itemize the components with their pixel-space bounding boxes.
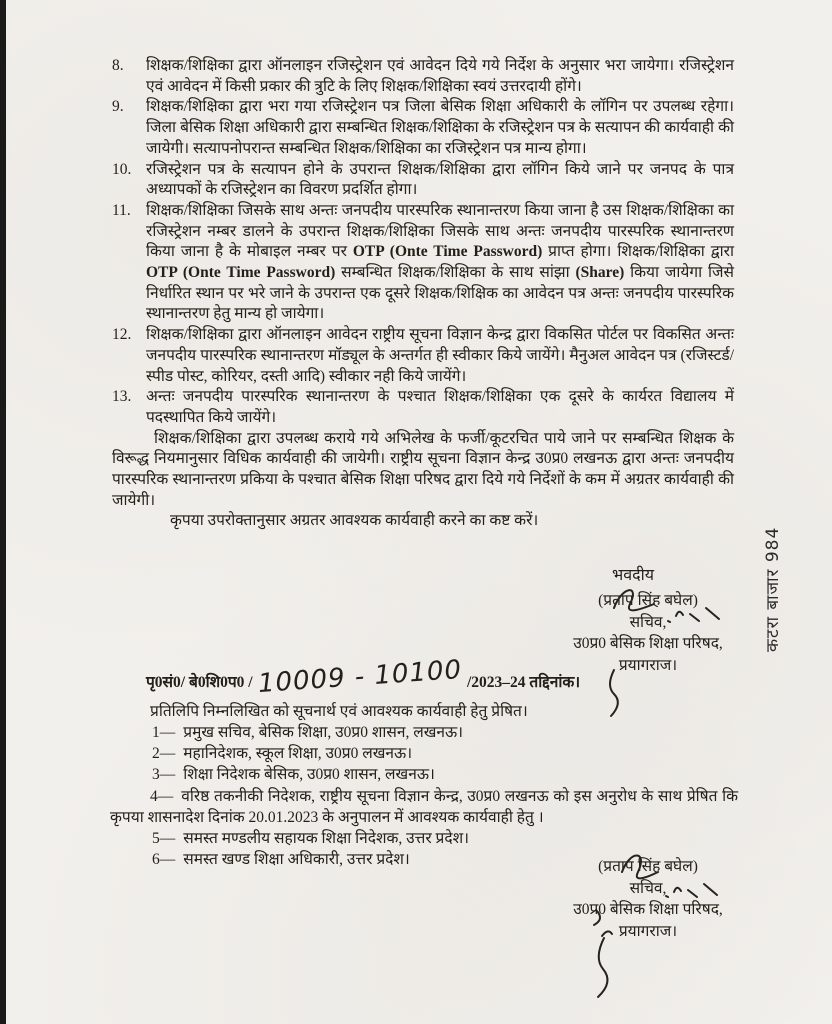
numbered-clause-9: [112, 97, 734, 159]
signatory-org: उ0प्र0 बेसिक शिक्षा परिषद,: [573, 635, 723, 652]
copy-item-5: [110, 828, 738, 849]
copy-item-4: [110, 786, 738, 828]
signatory-name: (प्रताप सिंह बघेल): [598, 858, 698, 875]
copy-item-number: 2—: [152, 745, 176, 763]
copy-item-2: [110, 743, 738, 764]
copy-item-text: समस्त मण्डलीय सहायक शिक्षा निदेशक, उत्तर प्रदेश।: [183, 830, 470, 848]
copy-item-text: समस्त खण्ड शिक्षा अधिकारी, उत्तर प्रदेश।: [183, 851, 410, 869]
numbered-clause-8: [112, 56, 734, 97]
letter-body: [112, 56, 734, 532]
clause-text: शिक्षक/शिक्षिका द्वारा भरा गया रजिस्ट्रेशन पत्र जिला बेसिक शिक्षा अधिकारी के लॉगिन पर उपलब्ध रहेगा। जिला बेसिक शिक्षा अधिकारी द्वारा सम्बन्धित शिक्षक/शिक्षिका के रजिस्ट्रेशन पत्र के सत्यापन की कार्यवाही की जायेगी। सत्यापनोपरान्त सम्बन्धित शिक्षक/शिक्षिका का रजिस्ट्रेशन पत्र मान्य होगा।: [146, 98, 734, 157]
copy-item-text: वरिष्ठ तकनीकी निदेशक, राष्ट्रीय सूचना विज्ञान केन्द्र, उ0प्र0 लखनऊ को इस अनुरोध के साथ प्रेषित कि कृपया शासनादेश दिनांक 20.01.2023 के अनुपालन में आवश्यक कार्यवाही हेतु ।: [110, 787, 738, 826]
clause-number: 8.: [112, 57, 124, 74]
copy-item-number: 4—: [150, 787, 174, 805]
request-line: कृपया उपरोक्तानुसार अग्रतर आवश्यक कार्यवाही करने का कष्ट करें।: [170, 512, 539, 530]
copy-distribution-list: [110, 722, 738, 870]
clause-number: 9.: [112, 98, 124, 116]
copy-distribution-heading: प्रतिलिपि निम्नलिखित को सूचनार्थ एवं आवश्यक कार्यवाही हेतु प्रेषित।: [150, 703, 528, 720]
clause-text: शिक्षक/शिक्षिका द्वारा ऑनलाइन आवेदन राष्ट्रीय सूचना विज्ञान केन्द्र द्वारा विकसित पोर्टल पर विकसित अन्तः जनपदीय पारस्परिक स्थानान्तरण मॉड्यूल के अन्तर्गत ही स्वीकार किये जायेंगे। मैनुअल आवेदन पत्र (रजिस्टर्ड/स्पीड पोस्ट, कोरियर, दस्ती आदि) स्वीकार नही किये जायेंगे।: [146, 326, 734, 385]
copy-item-text: महानिदेशक, स्कूल शिक्षा, उ0प्र0 लखनऊ।: [183, 745, 413, 763]
signature-block-top: [544, 590, 752, 676]
copy-item-number: 3—: [152, 766, 176, 784]
clause-number: 11.: [112, 201, 131, 219]
valediction: भवदीय: [612, 567, 655, 584]
copy-item-3: [110, 764, 738, 785]
numbered-clause-10: [112, 160, 734, 201]
clause-text: शिक्षक/शिक्षिका द्वारा ऑनलाइन रजिस्ट्रेशन एवं आवेदन दिये गये निर्देश के अनुसार भरा जायेगा। रजिस्ट्रेशन एवं आवेदन में किसी प्रकार की त्रुटि के लिए शिक्षक/शिक्षिका स्वयं उत्तरदायी होंगे।: [146, 57, 734, 95]
closing-paragraph: शिक्षक/शिक्षिका द्वारा उपलब्ध कराये गये अभिलेख के फर्जी/कूटरचित पाये जाने पर सम्बन्धित शिक्षक के विरूद्ध नियमानुसार विधिक कार्यवाही की जायेगी। राष्ट्रीय सूचना विज्ञान केन्द्र उ0प्र0 लखनऊ द्वारा अन्तः जनपदीय पारस्परिक स्थानान्तरण प्रकिया के पश्चात बेसिक शिक्षा परिषद द्वारा दिये गये निर्देशों के कम में अग्रतर कार्यवाही की जायेगी।: [112, 429, 734, 509]
copy-item-text: प्रमुख सचिव, बेसिक शिक्षा, उ0प्र0 शासन, लखनऊ।: [183, 724, 464, 741]
copy-item-number: 1—: [152, 724, 176, 741]
signatory-title: सचिव,: [629, 613, 667, 631]
reference-number-line: [146, 654, 581, 700]
copy-item-text: शिक्षा निदेशक बेसिक, उ0प्र0 शासन, लखनऊ।: [183, 766, 435, 784]
reference-prefix: पृ0सं0/ बे0शि0प0 /: [146, 674, 253, 691]
scan-edge-strip: [0, 0, 6, 1024]
copy-item-number: 5—: [152, 830, 176, 848]
reference-suffix: /2023–24 तद्दिनांक।: [466, 674, 581, 691]
clause-text: रजिस्ट्रेशन पत्र के सत्यापन होने के उपरान्त शिक्षक/शिक्षिका द्वारा लॉगिन किये जाने पर जनपद के पात्र अध्यापकों के रजिस्ट्रेशन का विवरण प्रदर्शित होगा।: [146, 160, 734, 199]
clause-number: 13.: [112, 388, 132, 406]
signatory-place: प्रयागराज।: [618, 656, 678, 674]
signatory-title: सचिव,: [629, 879, 667, 897]
clause-number: 10.: [112, 160, 132, 178]
copy-item-1: [110, 722, 738, 743]
handwritten-dispatch-number: 10009 - 10100: [256, 654, 463, 700]
clause-text: शिक्षक/शिक्षिका जिसके साथ अन्तः जनपदीय पारस्परिक स्थानान्तरण किया जाना है उस शिक्षक/शिक्षिका का रजिस्ट्रेशन नम्बर डालने के उपरान्त शिक्षक/शिक्षिका जिसके साथ अन्तः जनपदीय पारस्परिक स्थानान्तरण किया जाना है के मोबाइल नम्बर पर OTP (Onte Time Password) प्राप्त होगा। शिक्षक/शिक्षिका द्वारा OTP (Onte Time Password) सम्बन्धित शिक्षक/शिक्षिका के साथ सांझा (Share) किया जायेगा जिसे निर्धारित स्थान पर भरे जाने के उपरान्त एक दूसरे शिक्षक/शिक्षिक का आवेदन पत्र अन्तः जनपदीय पारस्परिक स्थानान्तरण हेतु मान्य हो जायेगा।: [146, 201, 734, 323]
numbered-clause-13: [112, 387, 734, 428]
signatory-place: प्रयागराज।: [618, 922, 678, 940]
signatory-org: उ0प्र0 बेसिक शिक्षा परिषद,: [573, 901, 723, 918]
signature-block-bottom: [540, 856, 756, 942]
clause-text: अन्तः जनपदीय पारस्परिक स्थानान्तरण के पश्चात शिक्षक/शिक्षिका एक दूसरे के कार्यरत विद्यालय में पदस्थापित किये जायेंगे।: [146, 388, 734, 426]
numbered-clause-12: [112, 325, 734, 387]
numbered-clause-11: [112, 201, 734, 325]
signatory-name: (प्रताप सिंह बघेल): [598, 592, 698, 609]
side-margin-note: कटरा बाजार 984: [763, 526, 783, 652]
copy-item-number: 6—: [152, 851, 176, 869]
clause-number: 12.: [112, 326, 132, 344]
